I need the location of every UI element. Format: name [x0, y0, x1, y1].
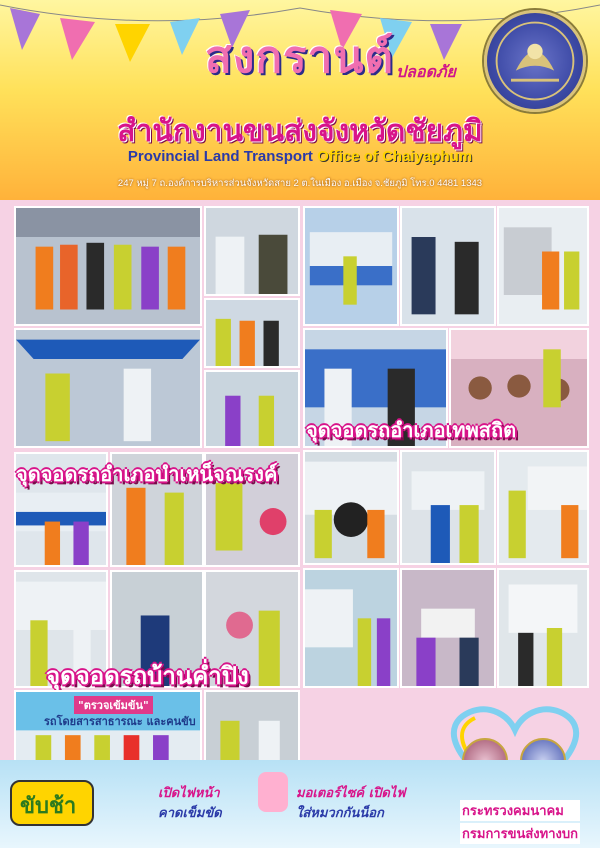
photo-document-check: [400, 568, 496, 688]
photo-bus-inspection-1: [303, 206, 399, 326]
slow-drive-badge: [10, 780, 94, 826]
office-name-english-part1: Provincial Land Transport: [127, 148, 313, 165]
header-banner: [0, 0, 600, 200]
photo-officers-lineup: [14, 206, 202, 326]
slogan-helmet: ใส่หมวกกันน็อก: [296, 806, 384, 821]
banner-text-line2: รถโดยสารสาธารณะ และคนขับ: [44, 715, 196, 728]
caption-bamnet: จุดจอดรถอำเภอบำเหน็จณรงค์: [16, 462, 278, 486]
photo-engine-check: [400, 450, 496, 565]
department-name: กรมการขนส่งทางบก: [460, 823, 580, 844]
photo-interview-tent: [14, 328, 202, 448]
office-address: 247 หมู่ 7 ถ.องค์การบริหารส่วนจังหวัดสาย 2 ต.ในเมือง อ.เมือง จ.ชัยภูมิ โทร.0 4481 1343: [117, 178, 483, 189]
festival-title: สงกรานต์: [205, 32, 394, 83]
photo-officers-group: [204, 298, 300, 368]
office-name-english: [0, 148, 600, 165]
motorcycle-icon: [258, 772, 288, 812]
photo-breathalyzer-test: [204, 206, 300, 296]
photo-officer-checking-driver: [400, 206, 496, 326]
ministry-name: กระทรวงคมนาคม: [460, 800, 580, 821]
photo-van-inspection: [497, 206, 589, 326]
department-seal-icon: [484, 10, 586, 112]
photo-tire-inspection: [303, 450, 399, 565]
festival-subtitle: ปลอดภัย: [396, 62, 456, 81]
ministry-block: [460, 800, 580, 846]
photo-van-rear-check: [497, 568, 589, 688]
caption-thepsathit: จุดจอดรถอำเภอเทพสถิต: [306, 418, 517, 442]
photo-van-officer: [497, 450, 589, 565]
slogan-motorcycle: มอเตอร์ไซค์ เปิดไฟ: [296, 786, 406, 801]
slow-drive-text: ขับช้า: [20, 794, 77, 819]
banner-text-line1: "ตรวจเข้มข้น": [74, 696, 153, 714]
slogan-seatbelt: คาดเข็มขัด: [158, 806, 222, 821]
slogan-headlight: เปิดไฟหน้า: [158, 786, 220, 801]
caption-bankhaoping: จุดจอดรถบ้านค่ำปิง: [46, 662, 249, 690]
photo-van-side: [303, 568, 399, 688]
photo-roadside-check: [204, 370, 300, 448]
office-name-thai: สำนักงานขนส่งจังหวัดชัยภูมิ: [117, 114, 483, 149]
footer-banner: [0, 760, 600, 848]
office-name-english-part2: Office of Chaiyaphum: [317, 148, 473, 165]
